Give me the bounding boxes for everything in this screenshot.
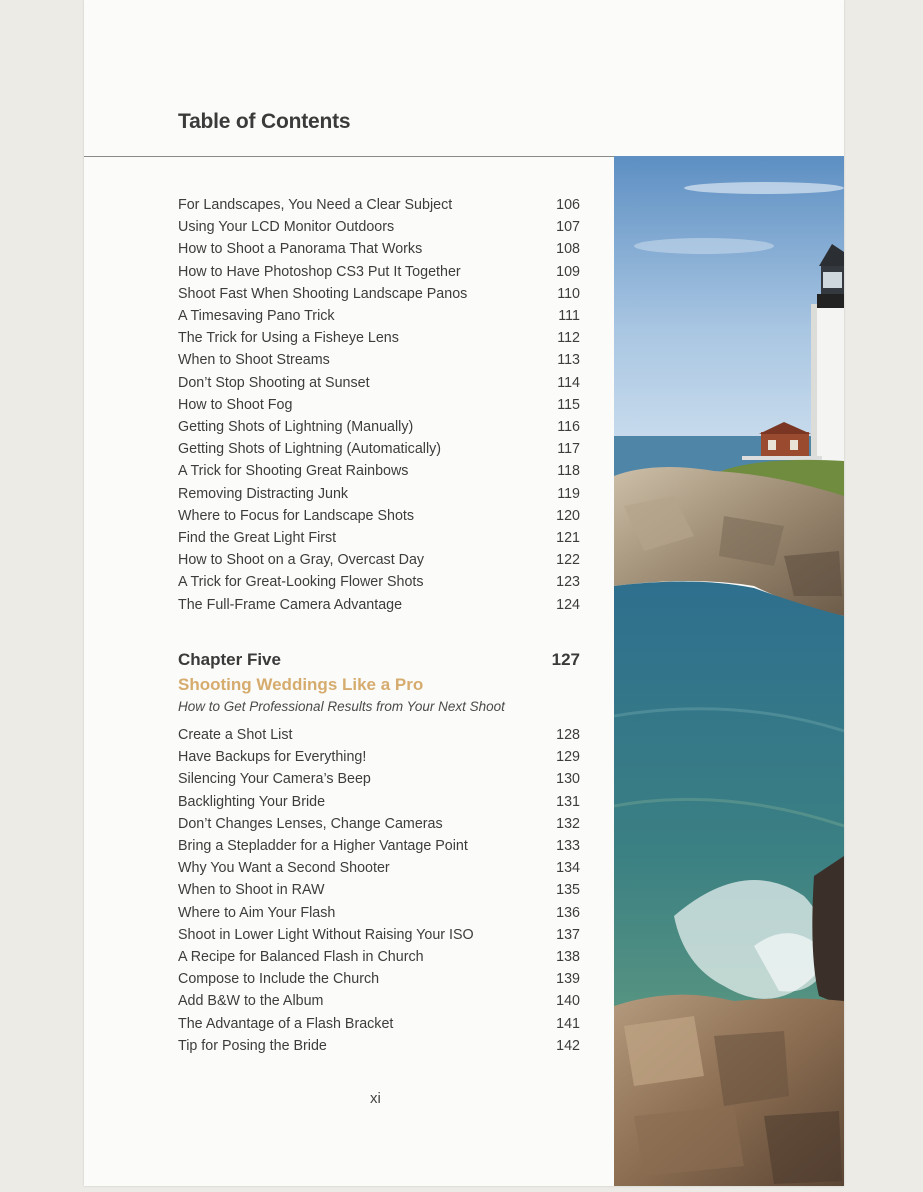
toc-entry — [178, 924, 580, 946]
toc-entry — [178, 261, 580, 283]
toc-entry — [178, 438, 580, 460]
toc-entry — [178, 505, 580, 527]
toc-entry-title: When to Shoot in RAW — [178, 882, 325, 899]
toc-entry-page: 123 — [556, 574, 580, 591]
toc-entry-page: 135 — [556, 882, 580, 899]
toc-entry — [178, 968, 580, 990]
toc-entry — [178, 990, 580, 1012]
toc-entry-page: 107 — [556, 219, 580, 236]
toc-entry-page: 113 — [557, 352, 580, 369]
page-folio: xi — [370, 1090, 381, 1107]
toc-entry-title: Shoot Fast When Shooting Landscape Panos — [178, 285, 468, 302]
toc-entry — [178, 1013, 580, 1035]
toc-entry-title: How to Shoot Fog — [178, 396, 293, 413]
toc-entry-title: Where to Focus for Landscape Shots — [178, 507, 415, 524]
toc-entry — [178, 327, 580, 349]
toc-entry-page: 112 — [557, 330, 580, 347]
toc-entry — [178, 483, 580, 505]
toc-entry-title: How to Have Photoshop CS3 Put It Together — [178, 263, 461, 280]
toc-entry-title: Getting Shots of Lightning (Automatically) — [178, 441, 442, 458]
toc-entry-page: 142 — [556, 1037, 580, 1054]
toc-entry-title: A Recipe for Balanced Flash in Church — [178, 949, 424, 965]
toc-entry-title: A Trick for Shooting Great Rainbows — [178, 463, 409, 480]
toc-entry — [178, 946, 580, 968]
toc-entry-page: 137 — [556, 926, 580, 943]
toc-entry-page: 111 — [558, 308, 580, 324]
toc-entry-title: A Trick for Great-Looking Flower Shots — [178, 574, 424, 591]
toc-entry-title: Using Your LCD Monitor Outdoors — [178, 219, 395, 236]
toc-entry-title: Have Backups for Everything! — [178, 749, 367, 766]
lighthouse-photo — [614, 156, 844, 1186]
toc-entry-page: 128 — [556, 727, 580, 743]
header-rule — [84, 156, 614, 157]
toc-entry-page: 114 — [557, 374, 580, 391]
chapter-title: Shooting Weddings Like a Pro — [178, 675, 424, 694]
toc-entry-title: The Trick for Using a Fisheye Lens — [178, 330, 399, 347]
toc-entry — [178, 194, 580, 216]
toc-entry — [178, 527, 580, 549]
toc-entry-page: 109 — [556, 263, 580, 280]
toc-entry-title: Backlighting Your Bride — [178, 793, 326, 810]
toc-entry-title: Find the Great Light First — [178, 530, 337, 546]
toc-entry-page: 117 — [557, 441, 580, 458]
toc-entry-page: 132 — [556, 815, 580, 832]
chapter-subtitle: How to Get Professional Results from Your Next Shoot — [178, 699, 505, 714]
toc-entry-title: How to Shoot a Panorama That Works — [178, 241, 423, 258]
toc-entry-page: 115 — [557, 396, 580, 413]
toc-entry — [178, 305, 580, 327]
toc-entry — [178, 372, 580, 394]
toc-entry-title: Don’t Stop Shooting at Sunset — [178, 374, 370, 391]
toc-entry-title: Tip for Posing the Bride — [178, 1037, 327, 1054]
toc-entry — [178, 724, 580, 746]
toc-entry-page: 124 — [556, 596, 580, 613]
toc-entry — [178, 549, 580, 571]
toc-entry-page: 108 — [556, 241, 580, 258]
toc-entry — [178, 879, 580, 901]
toc-entry-page: 130 — [556, 771, 580, 788]
toc-entry-title: Removing Distracting Junk — [178, 485, 349, 502]
chapter-label: Chapter Five — [178, 650, 281, 669]
toc-entry-title: Getting Shots of Lightning (Manually) — [178, 419, 414, 435]
toc-entry-page: 138 — [556, 949, 580, 965]
toc-entry-title: Add B&W to the Album — [178, 993, 324, 1010]
toc-entry-title: When to Shoot Streams — [178, 352, 330, 369]
toc-entry — [178, 746, 580, 768]
toc-entry-title: For Landscapes, You Need a Clear Subject — [178, 197, 453, 213]
toc-entry — [178, 416, 580, 438]
toc-entry-page: 106 — [556, 197, 580, 213]
toc-entry — [178, 460, 580, 482]
page-title: Table of Contents — [178, 110, 351, 133]
toc-entry-title: Shoot in Lower Light Without Raising Your ISO — [178, 926, 474, 943]
toc-entry-page: 119 — [557, 485, 580, 502]
toc-entry — [178, 857, 580, 879]
toc-entry-page: 129 — [556, 749, 580, 766]
toc-entry-page: 120 — [556, 507, 580, 524]
toc-entry-title: Why You Want a Second Shooter — [178, 860, 390, 877]
toc-entry — [178, 349, 580, 371]
toc-entry-page: 110 — [557, 285, 580, 302]
toc-entry — [178, 1035, 580, 1057]
toc-entry — [178, 768, 580, 790]
toc-entry-title: Compose to Include the Church — [178, 971, 380, 988]
toc-entry — [178, 835, 580, 857]
toc-entry-page: 134 — [556, 860, 580, 877]
toc-entry — [178, 238, 580, 260]
toc-entry-title: Don’t Changes Lenses, Change Cameras — [178, 815, 443, 832]
toc-entry — [178, 394, 580, 416]
toc-entry — [178, 594, 580, 616]
toc-entry-page: 116 — [557, 419, 580, 435]
toc-entry-page: 133 — [556, 838, 580, 854]
toc-entry-page: 141 — [556, 1015, 580, 1032]
toc-entry — [178, 813, 580, 835]
toc-entry — [178, 283, 580, 305]
toc-entry-page: 136 — [556, 904, 580, 921]
toc-entry-page: 139 — [556, 971, 580, 988]
toc-entry-title: The Full-Frame Camera Advantage — [178, 596, 403, 613]
chapter-page-number: 127 — [551, 650, 580, 669]
toc-entry — [178, 902, 580, 924]
toc-entry-page: 122 — [556, 552, 580, 569]
toc-entry-page: 131 — [556, 793, 580, 810]
toc-entry-title: The Advantage of a Flash Bracket — [178, 1015, 394, 1032]
toc-entry-title: How to Shoot on a Gray, Overcast Day — [178, 552, 425, 569]
toc-entry — [178, 216, 580, 238]
toc-entry-title: Create a Shot List — [178, 727, 293, 743]
toc-entry-page: 118 — [557, 463, 580, 480]
toc-entry-title: Silencing Your Camera’s Beep — [178, 771, 371, 788]
toc-entry — [178, 571, 580, 593]
toc-entry-title: Where to Aim Your Flash — [178, 904, 336, 921]
toc-entry — [178, 791, 580, 813]
toc-entry-title: Bring a Stepladder for a Higher Vantage Point — [178, 838, 468, 854]
toc-entry-title: A Timesaving Pano Trick — [178, 308, 335, 324]
toc-entry-page: 121 — [556, 530, 580, 546]
toc-entry-page: 140 — [556, 993, 580, 1010]
